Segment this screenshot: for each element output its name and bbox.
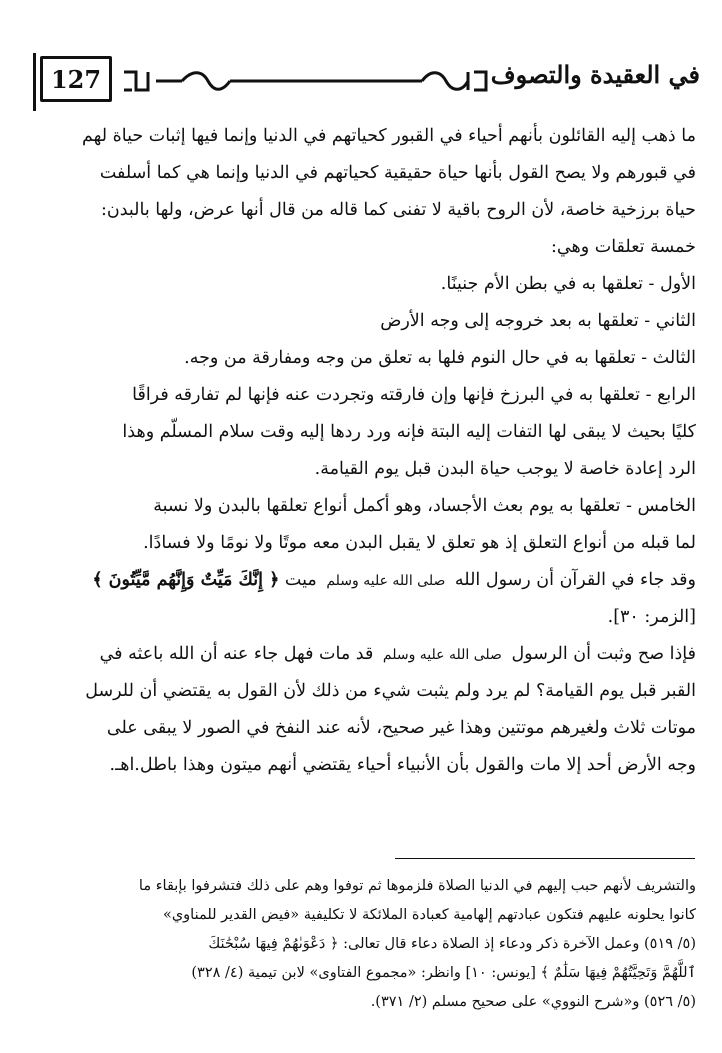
text-line: الخامس - تعلقها به يوم بعث الأجساد، وهو أكمل أنواع تعلقها بالبدن ولا نسبة: [153, 496, 696, 516]
page-number: 127: [40, 56, 112, 102]
text-line: القبر قبل يوم القيامة؟ لم يرد ولم يثبت شيء من ذلك لأن القول به يقتضي أن للرسل: [85, 681, 696, 701]
page-header: [18, 48, 702, 112]
main-text: [28, 118, 696, 784]
text-line: وجه الأرض أحد إلا مات والقول بأن الأنبياء أحياء يقتضي أنهم ميتون وهذا باطل.اهـ.: [109, 755, 696, 775]
list-item: الثاني - تعلقها به بعد خروجه إلى وجه الأرض: [380, 311, 696, 331]
text-line: كليًا بحيث لا يبقى لها التفات إليه البتة فإنه ورد ردها إليه وقت سلام المسلّم وهذا: [122, 422, 696, 442]
text-line: الرابع - تعلقها به في البرزخ فإنها وإن فارقته وتجردت عنه فإنها لم تفارقه فراقًا: [132, 385, 696, 405]
text-line: لما قبله من أنواع التعلق إذ هو تعلق لا يقبل البدن معه موتًا ولا نومًا ولا فسادًا.: [143, 533, 696, 553]
text-line: موتات ثلاث ولغيرهم موتتين وهذا غير صحيح، لأنه عند النفخ في الصور لا يبقى على: [106, 718, 696, 738]
footnote-line: (٥/ ٥١٩) وعمل الآخرة ذكر ودعاء إذ الصلاة دعاء قال تعالى: ﴿ دَعْوَىٰهُمْ فِيهَا سُبْحَٰنَكَ: [208, 936, 696, 952]
text-line: الرد إعادة خاصة لا يوجب حياة البدن قبل يوم القيامة.: [314, 459, 696, 479]
quran-reference: [الزمر: ٣٠].: [607, 607, 696, 627]
quran-line-after: ميت: [284, 570, 317, 590]
text-line: خمسة تعلقات وهي:: [551, 237, 696, 257]
text-line: ما ذهب إليه القائلون بأنهم أحياء في القبور كحياتهم في الدنيا وإنما فيها إثبات حياة لهم: [81, 126, 696, 146]
quran-line: [28, 562, 696, 599]
header-ornament-icon: [122, 66, 492, 96]
footnote-separator: [395, 858, 695, 859]
footnote: [28, 872, 696, 1017]
final-before: فإذا صح وثبت أن الرسول: [511, 644, 696, 664]
list-item: الأول - تعلقها به في بطن الأم جنينًا.: [440, 274, 696, 294]
text-line: [28, 636, 696, 673]
text-line: في قبورهم ولا يصح القول بأنها حياة حقيقية كحياتهم في الدنيا وإنما هي كما أسلفت: [99, 163, 696, 183]
list-item: الثالث - تعلقها به في حال النوم فلها به تعلق من وجه ومفارقة من وجه.: [184, 348, 696, 368]
footnote-line: (٥/ ٥٢٦) و«شرح النووي» على صحيح مسلم (٢/ ٣٧١).: [370, 994, 696, 1010]
honorific: صلى الله عليه وسلم: [382, 647, 502, 663]
footnote-line: والتشريف لأنهم حبب إليهم في الدنيا الصلاة فلزموها ثم توفوا وهم على ذلك فتشرفوا بإبقاء ما: [138, 878, 696, 894]
quran-line-before: وقد جاء في القرآن أن رسول الله: [454, 570, 696, 590]
footnote-line: ٱللَّهُمَّ وَتَحِيَّتُهُمْ فِيهَا سَلَٰمٌ ﴾ [يونس: ١٠] وانظر: «مجموع الفتاوى» لابن تيمية (٤/ ٣٢٨): [191, 965, 696, 981]
quran-verse: ﴿ إِنَّكَ مَيِّتٌ وَإِنَّهُم مَّيِّتُونَ ﴾: [92, 570, 280, 590]
text-line: حياة برزخية خاصة، لأن الروح باقية لا تفنى كما قاله من قال أنها عرض، ولها بالبدن:: [100, 200, 696, 220]
honorific: صلى الله عليه وسلم: [326, 573, 446, 589]
running-title: في العقيدة والتصوف: [490, 60, 700, 89]
footnote-line: كانوا يحلونه عليهم فتكون عبادتهم إلهامية كعبادة الملائكة لا تكليفية «فيض القدير للمناوي»: [162, 907, 696, 923]
final-after: قد مات فهل جاء عنه أن الله باعثه في: [99, 644, 374, 664]
